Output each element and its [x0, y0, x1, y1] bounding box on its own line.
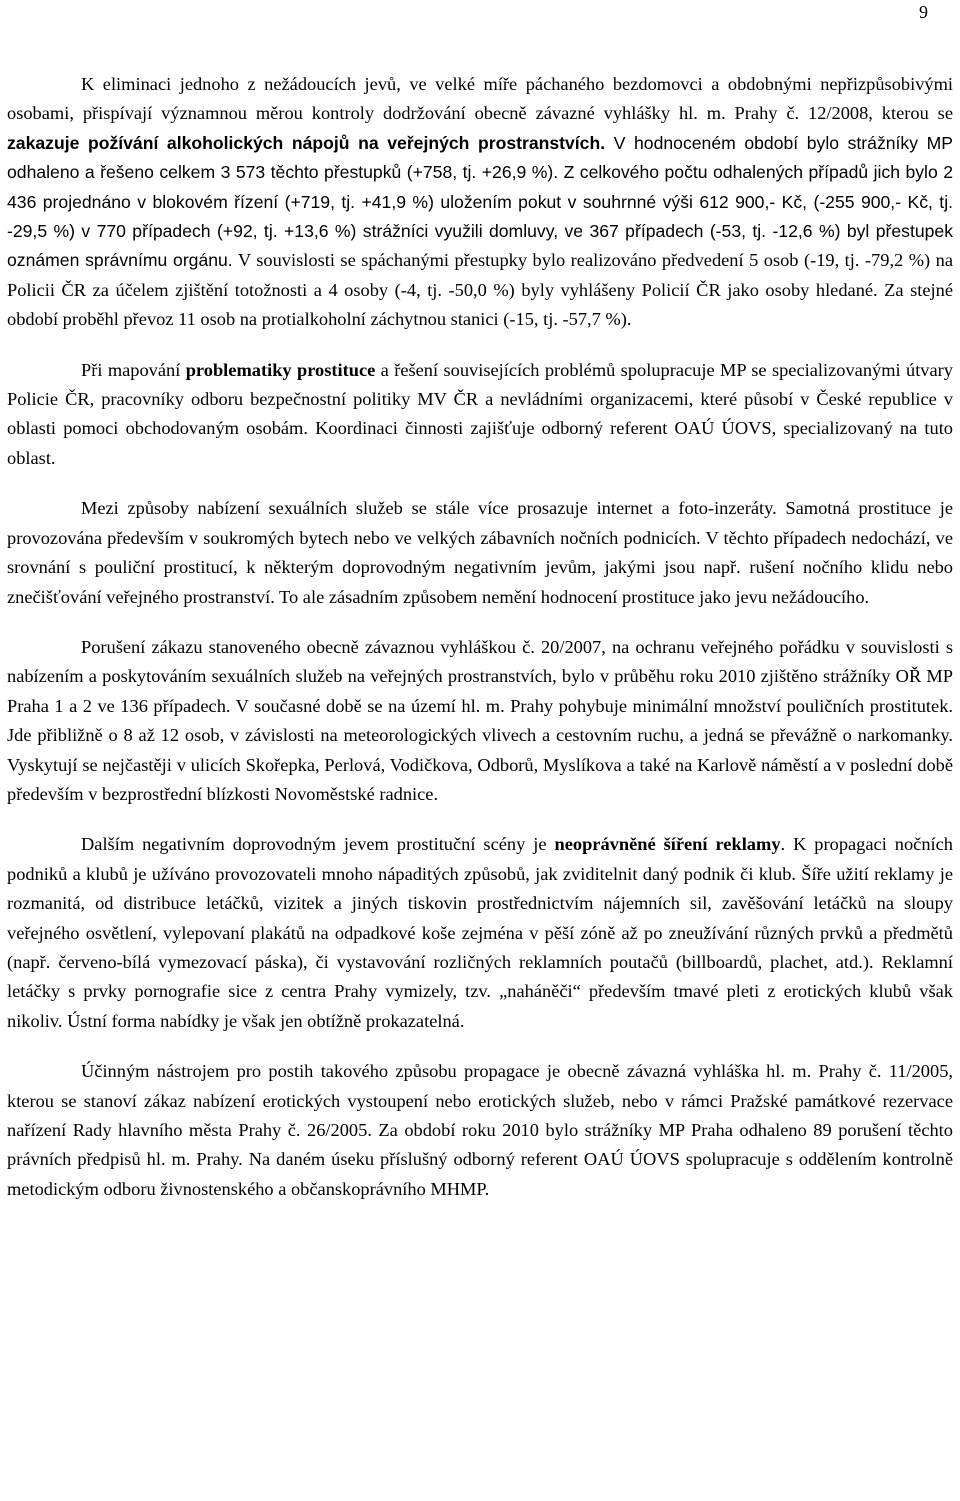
paragraph-5 — [7, 830, 953, 1036]
document-body — [7, 70, 953, 1204]
text-segment: Dalším negativním doprovodným jevem prostituční scény je — [81, 834, 555, 855]
text-segment: neoprávněné šíření reklamy — [554, 834, 781, 855]
text-segment: problematiky prostituce — [185, 359, 376, 380]
paragraph-3 — [7, 494, 953, 612]
text-segment: K eliminaci jednoho z nežádoucích jevů, ve velké míře páchaného bezdomovci a obdobnými nepřizpůsobivými osobami, přispívají významnou měrou kontroly dodržování obecně závazné vyhlášky hl. m. Prahy č. 12/2008, kterou se — [7, 74, 953, 124]
text-segment: zakazuje požívání alkoholických nápojů na veřejných prostranstvích. — [7, 132, 606, 153]
paragraph-4 — [7, 633, 953, 809]
text-segment: Při mapování — [81, 359, 186, 380]
text-segment: . K propagaci nočních podniků a klubů je užíváno provozovateli mnoho nápaditých způsobů, jak zviditelnit daný podnik či klub. Šíře užití reklamy je rozmanitá, od distribuce letáčků, vizitek a jiných tiskovin prostřednictvím nájemních sil, zavěšování letáčků na sloupy veřejného osvětlení, vylepovaní plakátů na odpadkové koše zejména v pěší zóně až po zneužívání různých prvků a předmětů (např. červeno-bílá vymezovací páska), či vystavování rozličných reklamních poutačů (billboardů, plachet, atd.). Reklamní letáčky s prvky pornografie sice z centra Prahy vymizely, tzv. „naháněči“ především tmavé pleti z erotických klubů však nikoliv. Ústní forma nabídky je však jen obtížně prokazatelná. — [7, 834, 953, 1031]
paragraph-2 — [7, 356, 953, 474]
text-segment: Účinným nástrojem pro postih takového způsobu propagace je obecně závazná vyhláška hl. m. Prahy č. 11/2005, kterou se stanoví zákaz nabízení erotických vystoupení nebo erotických služeb, nebo v rámci Pražské památkové rezervace nařízení Rady hlavního města Prahy č. 26/2005. Za období roku 2010 bylo strážníky MP Praha odhaleno 89 porušení těchto právních předpisů hl. m. Prahy. Na daném úseku příslušný odborný referent OAÚ ÚOVS spolupracuje s oddělením kontrolně metodickým odboru živnostenského a občanskoprávního MHMP. — [7, 1061, 953, 1199]
paragraph-1 — [7, 70, 953, 335]
page-number: 9 — [919, 2, 928, 22]
text-segment: Porušení zákazu stanoveného obecně závaznou vyhláškou č. 20/2007, na ochranu veřejného pořádku v souvislosti s nabízením a poskytováním sexuálních služeb na veřejných prostranstvích, bylo v průběhu roku 2010 zjištěno strážníky OŘ MP Praha 1 a 2 ve 136 případech. V současné době se na území hl. m. Prahy pohybuje minimální množství pouličních prostitutek. Jde přibližně o 8 až 12 osob, v závislosti na meteorologických vlivech a cestovním ruchu, a jedná se převážně o narkomanky. Vyskytují se nejčastěji v ulicích Skořepka, Perlová, Vodičkova, Odborů, Myslíkova a také na Karlově náměstí a v poslední době především v bezprostřední blízkosti Novoměstské radnice. — [7, 636, 953, 804]
text-segment: V souvislosti se spáchanými přestupky bylo realizováno předvedení 5 osob (-19, tj. -79,2 %) na Policii ČR za účelem zjištění totožnosti a 4 osoby (-4, tj. -50,0 %) byly vyhlášeny Policií ČR jako osoby hledané. Za stejné období proběhl převoz 11 osob na protialkoholní záchytnou stanici (-15, tj. -57,7 %). — [7, 250, 953, 330]
text-segment: Mezi způsoby nabízení sexuálních služeb se stále více prosazuje internet a foto-inzeráty. Samotná prostituce je provozována především v soukromých bytech nebo ve velkých zábavních nočních podnicích. V těchto případech nedochází, ve srovnání s pouliční prostitucí, k některým doprovodným negativním jevům, jakými jsou např. rušení nočního klidu nebo znečišťování veřejného prostranství. To ale zásadním způsobem nemění hodnocení prostituce jako jevu nežádoucího. — [7, 498, 953, 607]
paragraph-6 — [7, 1057, 953, 1204]
text-segment: a řešení souvisejících problémů spolupracuje MP se specializovanými útvary Policie ČR, pracovníky odboru bezpečnostní politiky MV ČR a nevládními organizacemi, které působí v České republice v oblasti pomoci obchodovaným osobám. Koordinaci činnosti zajišťuje odborný referent OAÚ ÚOVS, specializovaný na tuto oblast. — [7, 359, 953, 468]
text-segment: V hodnoceném období bylo strážníky MP odhaleno a řešeno celkem 3 573 těchto přestupků (+758, tj. +26,9 %). Z celkového počtu odhalených případů jich bylo 2 436 projednáno v blokovém řízení (+719, tj. +41,9 %) uložením pokut v souhrnné výši 612 900,- Kč, (-255 900,- Kč, tj. -29,5 %) v 770 případech (+92, tj. +13,6 %) strážníci využili domluvy, ve 367 případech (-53, tj. -12,6 %) byl přestupek oznámen správnímu orgánu. — [7, 132, 953, 271]
